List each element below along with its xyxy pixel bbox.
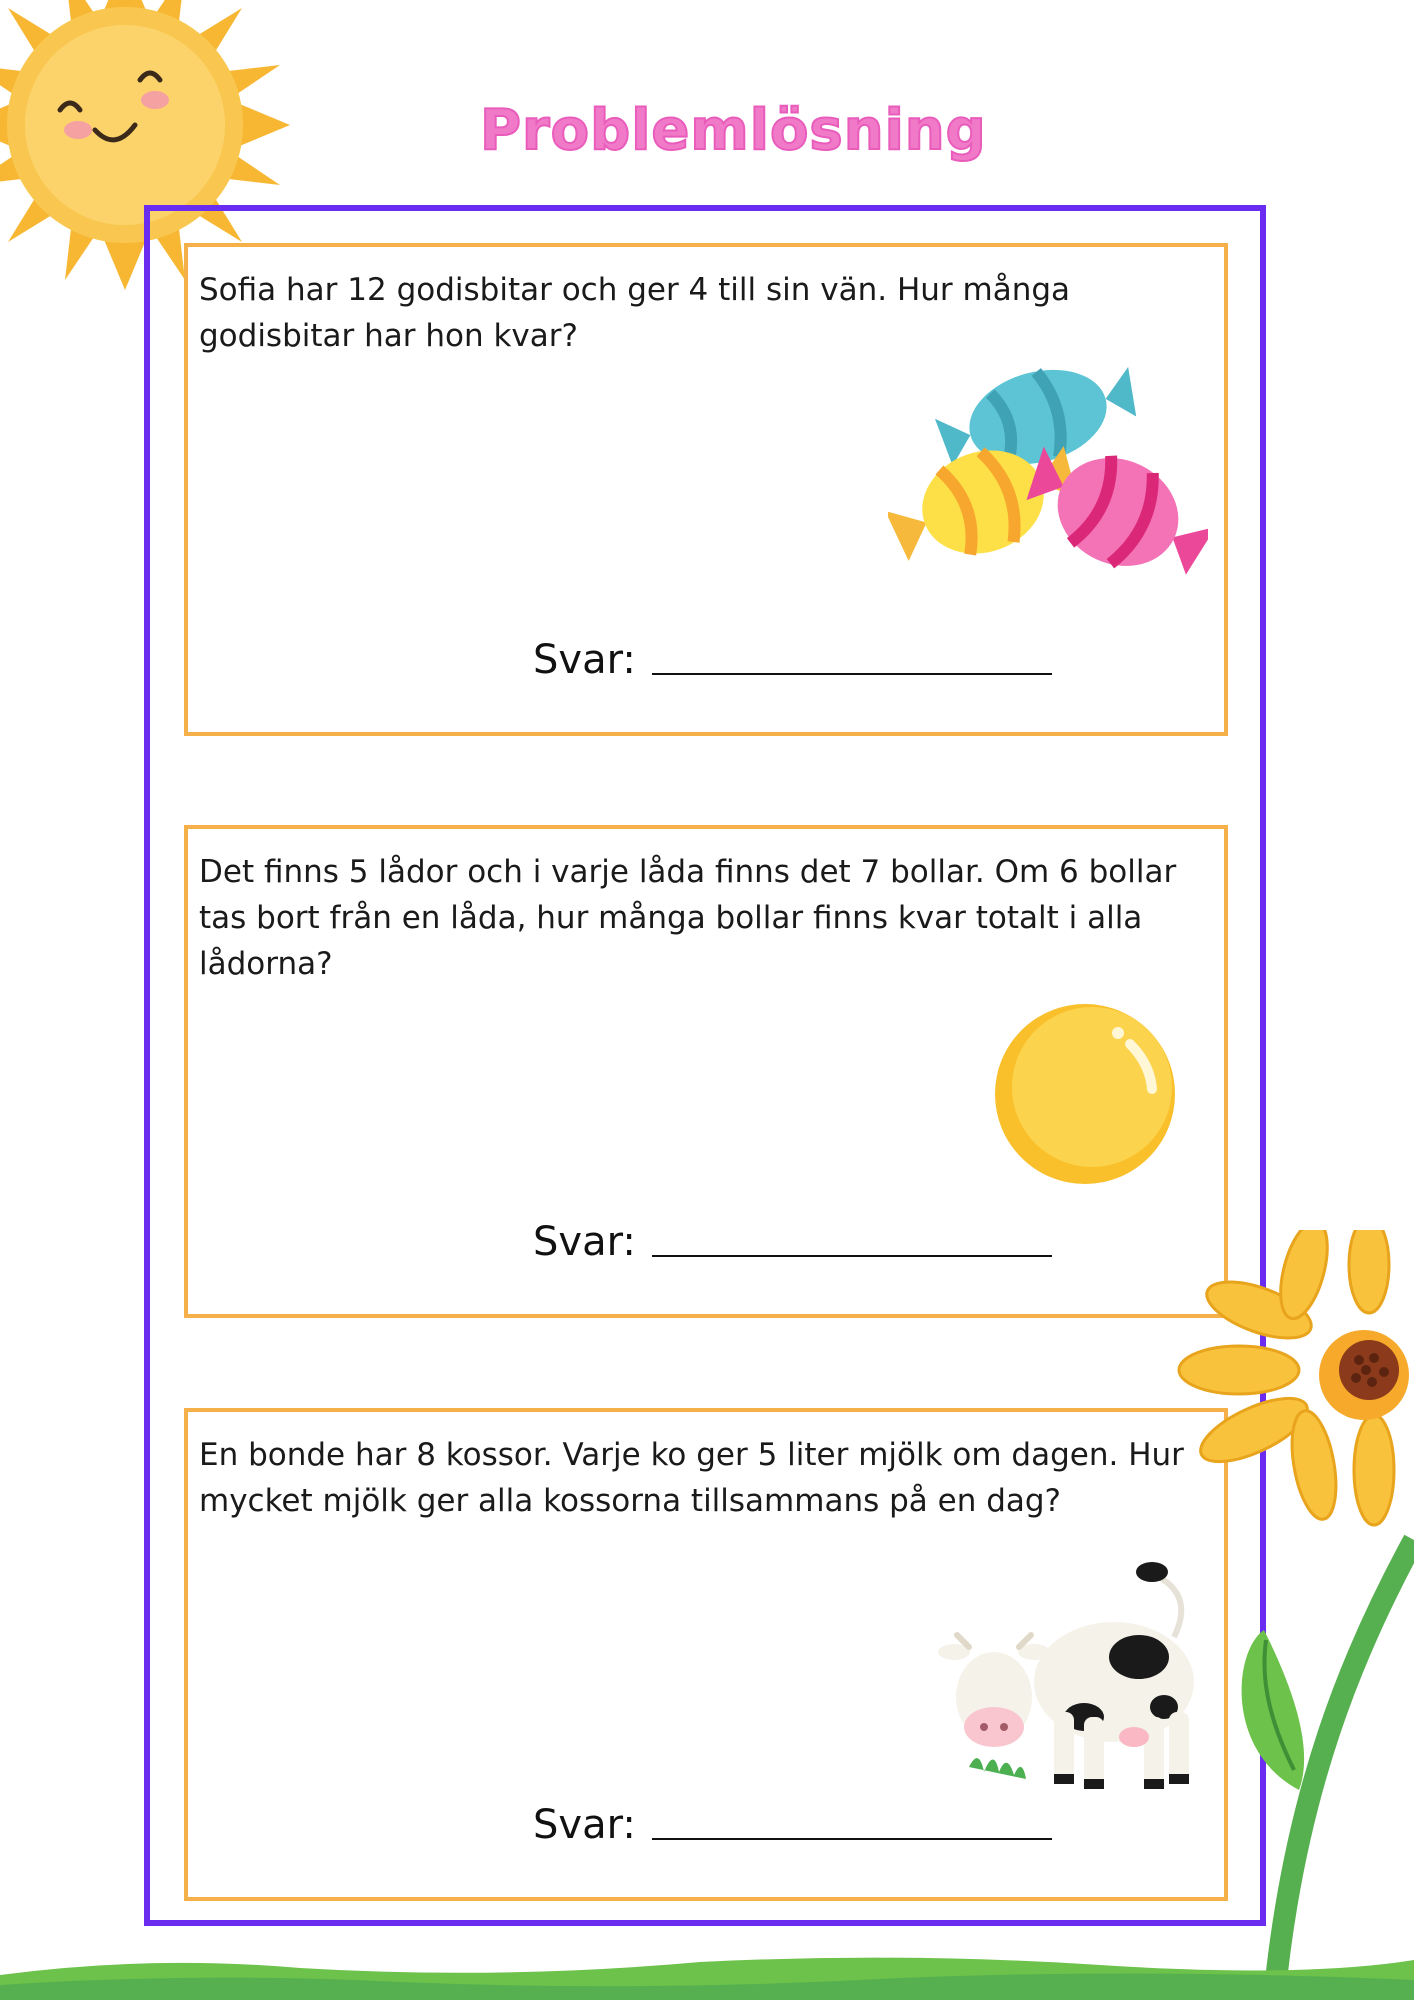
answer-label: Svar: xyxy=(533,1219,636,1265)
problem-card xyxy=(184,1408,1228,1901)
answer-row xyxy=(533,637,1052,683)
answer-line[interactable] xyxy=(652,1255,1052,1257)
flower-icon xyxy=(1144,1230,1414,2000)
answer-label: Svar: xyxy=(533,637,636,683)
problem-question: Sofia har 12 godisbitar och ger 4 till sin vän. Hur många godisbitar har hon kvar? xyxy=(199,272,1071,354)
answer-line[interactable] xyxy=(652,673,1052,675)
grass-strip xyxy=(0,1950,1414,2000)
problem-card xyxy=(184,243,1228,736)
answer-label: Svar: xyxy=(533,1802,636,1848)
ball-icon xyxy=(990,999,1180,1189)
candy-icon xyxy=(888,367,1208,607)
problem-question: Det finns 5 lådor och i varje låda finns det 7 bollar. Om 6 bollar tas bort från en låda, hur många bollar finns kvar totalt i alla lådorna? xyxy=(199,854,1177,982)
page-title: Problemlösning xyxy=(480,98,987,163)
problem-question: En bonde har 8 kossor. Varje ko ger 5 liter mjölk om dagen. Hur mycket mjölk ger alla kossorna tillsammans på en dag? xyxy=(199,1437,1184,1519)
answer-row xyxy=(533,1219,1052,1265)
problem-card xyxy=(184,825,1228,1318)
answer-row xyxy=(533,1802,1052,1848)
answer-line[interactable] xyxy=(652,1838,1052,1840)
